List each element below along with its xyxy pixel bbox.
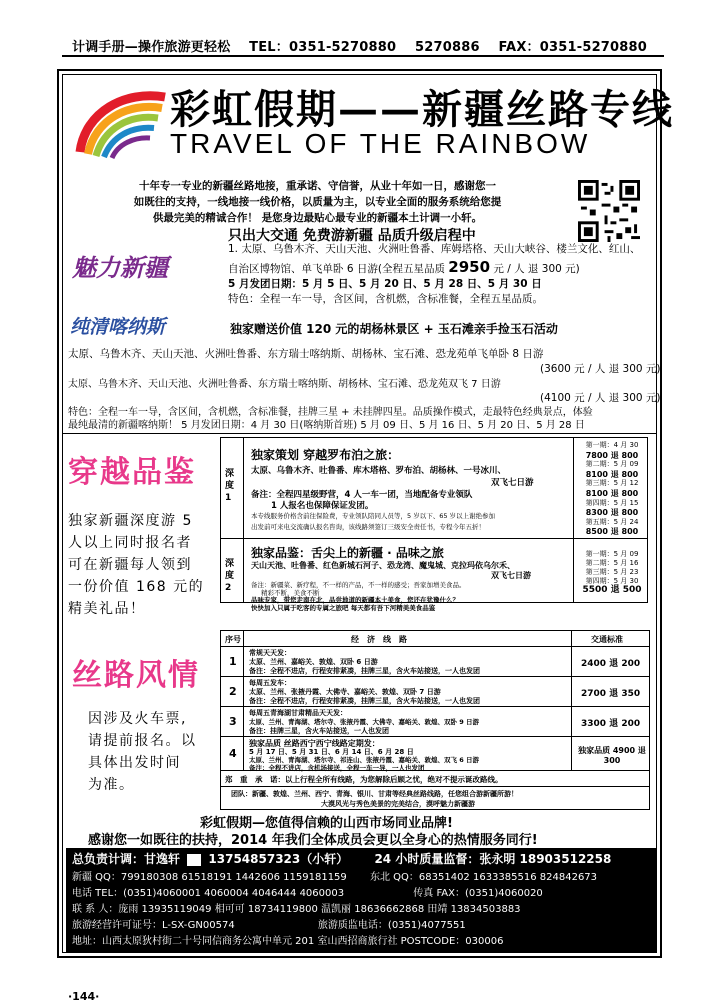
row-note: 备注：全程四星级野营，4 人一车一团，当地配备专业领队 [251,490,473,500]
side-text-line: 可在新疆每人领到 [68,557,192,573]
sec1-features: 特色：全程一车一导，含区间，含机燃，含标准餐，全程五星品质。 [228,293,543,305]
sec1-headline: 只出大交通 免费游新疆 品质升级启程中 [228,228,476,244]
row-title: 每周五发车： [249,679,291,687]
row-note: 1 人报名也保障保证发团。 [271,501,374,511]
header-tel: TEL：0351-5270880 [249,40,397,55]
section-logo-silu-fengqing: 丝路风情 [72,658,200,693]
row-title: 独家品质 丝路西宁西宁线路定期发： [249,739,380,748]
row-title: 每周五青海湖甘肃精品天天发： [249,709,347,717]
row-route: 5 月 17 日、5 月 31 日、6 月 14 日、6 月 28 日 [249,748,414,756]
sec2-dates: 最纯最清的新疆喀纳斯！ 5 月发团日期：4 月 30 日(喀纳斯首班) 5 月 09 日、5 月 16 日、5 月 20 日、5 月 28 日 [68,420,585,431]
table-header [221,631,649,647]
date-price: 8100 退 800 [585,469,639,479]
rainbow-logo-icon [70,82,170,160]
header-slogan: 计调手册—操作旅游更轻松 [72,40,231,55]
date-item: 第五期：5 月 24 [585,517,639,526]
contact-bar [66,848,656,952]
row-route: 天山天池、吐鲁番、红色新城石河子、恐龙湾、魔鬼城、克拉玛依乌尔禾、 [251,561,515,570]
sec2-price1: (3600 元 / 人 退 300 元) [540,363,661,375]
contact-line [72,868,597,883]
contact-qq-xinjiang: 新疆 QQ：799180308 61518191 1442606 1159181159 [72,872,347,883]
intro-line: 如既往的支持，一线地接一线价格，以质量为主，以专业全面的服务系统给您提 [133,196,502,208]
date-item: 第三期：5 月 23 [585,568,639,576]
sec2-headline: 独家赠送价值 120 元的胡杨林景区 + 玉石滩亲手捡玉石活动 [230,322,558,336]
sec4-side-text [88,708,218,796]
row-note: 出发前可来电交流确认报名咨询，该线路须签订三级安全责任书，专程今年五折！ [251,523,485,531]
section-logo-meili-xinjiang: 魅力新疆 [72,253,168,282]
date-item: 第二期：5 月 09 [585,460,639,469]
row-route: 双飞七日游 [491,571,531,580]
date-price: 8500 退 800 [585,527,639,537]
row-no: 2 [229,685,237,698]
date-price: 8300 退 800 [585,508,639,518]
row-note: 品味专家，带您走南在北，品尝地道的新疆本土美食，您还在犹豫什么？ [251,596,459,604]
contact-phone: 13754857323（小轩） [208,852,349,866]
row-title: 独家品鉴：舌尖上的新疆 · 品味之旅 [251,546,444,560]
brand-title-cn: 彩虹假期——新疆丝路专线 [170,86,674,133]
row-no: 1 [229,655,237,668]
row-route: 太原、乌鲁木齐、吐鲁番、库木塔格、罗布泊、胡杨林、一号冰川、 [251,466,507,476]
row-note: 精彩不断，美食不断 [261,589,320,597]
date-price: 5500 退 500 [582,585,642,595]
date-item: 第一期：4 月 30 [585,441,639,449]
col-no: 序号 [225,635,241,644]
section-logo-chuanyue-pinjian: 穿越品鉴 [68,455,196,490]
col-route: 经 济 线 路 [351,635,407,644]
row-note: 本专线服务价格含前往保险费，专业领队陪同人员等，5 岁以下、65 岁以上谢绝参加 [251,512,496,520]
sec1-dates: 5 月发团日期：5 月 5 日、5 月 20 日、5 月 28 日、5 月 30 日 [228,278,542,290]
row-note: 备注：全程不进店，行程安排紧凑，挂牌三星，含火车站接送，一人也发团 [249,667,480,675]
contact-line: 地址：山西太原狄村街二十号同信商务公寓中单元 201 室山西招商旅行社 POSTCODE：030006 [72,936,504,947]
qr-code-icon [578,180,640,242]
deep-tour-table [220,437,648,612]
row-route: 太原、兰州、青海湖、塔尔寺、张掖丹霞、大佛寺、嘉峪关、敦煌、双卧 9 日游 [249,718,480,726]
promise-text: 郑 重 承 诺：以上行程全所有线路，为您解除后顾之忧，绝对不提示诞改路线。 [225,775,503,784]
sec1-line2-post: 元 / 人 退 300 元) [490,263,580,275]
date-price: 8100 退 800 [585,488,639,498]
row-label: 深度2 [225,559,235,593]
row-price: 3300 退 200 [581,719,641,729]
table-row [221,647,649,677]
phone-icon [187,854,201,866]
contact-tel: 电话 TEL：(0351)4060001 4060004 4046444 4060003 [72,888,345,899]
side-text-line: 精美礼品！ [68,601,146,617]
closing-line-2: 感谢您一如既往的扶持，2014 年我们全体成员会更以全身心的热情服务同行! [88,833,538,848]
contact-line [72,916,466,931]
table-row [221,737,649,771]
sec2-route1: 太原、乌鲁木齐、天山天池、火洲吐鲁番、东方瑞士喀纳斯、胡杨林、宝石滩、恐龙苑单飞单卧 8 日游 [68,348,544,360]
intro-line: 供最完美的精诚合作！ 是您身边最贴心最专业的新疆本土计调一小轩。 [152,212,483,224]
contact-line [72,850,611,867]
side-text-line: 因涉及火车票, [88,711,187,727]
sec3-side-text [68,510,218,620]
section-logo-chunqing-kanasi: 纯清喀纳斯 [70,316,166,338]
row-no: 4 [229,747,237,760]
contact-fax: 传真 FAX：(0351)4060020 [413,888,543,899]
sec2-route2: 太原、乌鲁木齐、天山天池、火洲吐鲁番、东方瑞士喀纳斯、胡杨林、宝石滩、恐龙苑双飞 7 日游 [68,379,501,390]
date-item: 第三期：5 月 12 [585,479,639,488]
row-note: 备注：新疆菜、新疗程，不一样的产品，不一样的感受；吾家加增美食品。 [251,581,466,589]
brand-title-en: TRAVEL OF THE RAINBOW [170,128,591,159]
routes-line: 团队：新疆、敦煌、兰州、西宁、青海、银川、甘肃等经典丝路线路，任您组合游新疆所游！ [231,790,518,798]
contact-qq-dongbei: 东北 QQ：68351402 1633385516 824842673 [369,872,598,883]
date-item: 第四期：5 月 30 [585,577,639,585]
row-no: 3 [229,715,237,728]
header-divider [62,55,664,57]
col-price: 交通标准 [591,635,623,644]
row-label: 深度1 [225,469,235,503]
contact-license: 旅游经营许可证号：L-SX-GN00574 [72,920,235,931]
row-note: 太原、兰州、青海湖、塔尔寺、祁连山、张掖丹霞、嘉峪关、敦煌、双飞 6 日游 [249,756,480,764]
row-note: 备注：全程不进店，含机场接送，全程一车一导，一人也发团 [249,764,425,772]
intro-text [70,178,565,226]
row-note: 备注：全程不进店，行程安排紧凑，挂牌三星，含火车站接送，一人也发团 [249,697,480,705]
date-item: 第二期：5 月 16 [585,559,639,567]
contact-line [72,884,543,899]
contact-lead: 总负责计调：甘逸轩 [72,852,181,866]
side-text-line: 独家新疆深度游 5 [68,513,193,529]
sec2-price2: (4100 元 / 人 退 300 元) [540,392,661,404]
contact-line: 联 系 人：庞雨 13935119049 相可可 18734119800 温凯丽 18636662868 田靖 13834503883 [72,904,521,915]
table-row [221,677,649,707]
closing-line-1: 彩虹假期—您值得信赖的山西市场同业品牌! [200,816,453,831]
row-price: 2400 退 200 [581,659,641,669]
contact-quality-tel: 旅游质监电话：(0351)4077551 [317,920,466,931]
sec1-line1: 1. 太原、乌鲁木齐、天山天池、火洲吐鲁番、库姆塔格、天山大峡谷、楼兰文化、红山、 [228,243,641,255]
date-item: 第四期：5 月 15 [585,498,639,507]
row-route: 双飞七日游 [491,478,534,488]
date-item: 第一期：5 月 09 [585,550,639,558]
side-text-line: 具体出发时间 [88,755,181,771]
economy-route-table [220,630,650,810]
date-list [579,550,645,595]
row-note: 快快加入只属于吃客的专属之旅吧 每天都有吾下河精美美食品鉴 [251,604,436,612]
row-price: 独家品质 4900 退 300 [578,746,646,765]
row-price: 2700 退 350 [581,689,641,699]
sec1-line2 [228,260,580,277]
date-price: 7800 退 800 [585,450,639,460]
date-list [579,441,645,537]
header-bar [72,36,662,55]
contact-supervisor: 24 小时质量监督：张永明 18903512258 [374,852,612,866]
page-number: ·144· [68,990,100,1003]
side-text-line: 请提前报名。以 [88,733,197,749]
header-fax: FAX：0351-5270880 [498,40,648,55]
row-note: 备注：挂牌三星，含火车站接送，一人也发团 [249,727,389,735]
row-route: 太原、兰州、嘉峪关、敦煌、双卧 6 日游 [249,658,378,666]
row-title: 独家策划 穿越罗布泊之旅： [251,448,400,462]
intro-line: 十年专一专业的新疆丝路地接，重承诺、守信誉，从业十年如一日，感谢您一 [139,180,496,192]
sec1-price: 2950 [448,258,491,276]
section-divider [62,433,657,434]
side-text-line: 一份价值 168 元的 [68,579,205,595]
sec1-line2-pre: 自治区博物馆、单飞单卧 6 日游(全程五星品质 [228,263,449,275]
table-row [221,707,649,737]
side-text-line: 人以上同时报名者 [68,535,192,551]
side-text-line: 为准。 [88,777,135,793]
sec2-features: 特色：全程一车一导，含区间，含机燃，含标准餐，挂牌三星 + 未挂牌四星。品质操作模式，走最特色经典景点，体验 [68,407,593,418]
welcome-line: 大漠风光与秀色美景的完美结合，漠呼魅力新疆游 [321,800,475,808]
row-title: 常规天天发： [249,649,291,657]
header-tel2: 5270886 [415,40,480,55]
row-route: 太原、兰州、张掖丹霞、大佛寺、嘉峪关、敦煌、双卧 7 日游 [249,688,441,696]
